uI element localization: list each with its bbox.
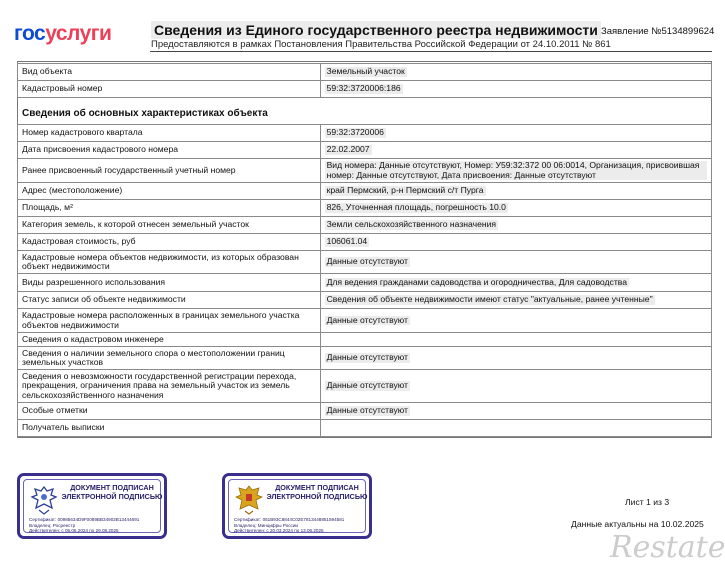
section-heading: Сведения об основных характеристиках объекта: [22, 108, 268, 119]
gold-eagle-emblem-icon: [234, 484, 264, 516]
table-row: [18, 333, 712, 347]
row-value: Земли сельскохозяйственного назначения: [320, 217, 711, 234]
row-value: 59:32:3720006: [320, 125, 711, 142]
row-value: Сведения об объекте недвижимости имеют статус "актуальные, ранее учтенные": [320, 292, 711, 309]
row-label: Особые отметки: [18, 403, 321, 420]
watermark: Restate: [610, 530, 725, 563]
row-label: Категория земель, к которой отнесен земельный участок: [18, 217, 321, 234]
table-row: [18, 274, 712, 292]
row-label: Сведения о невозможности государственной регистрации перехода, прекращения, ограничения права на земельный участок из земель сельскохозяйственного назначения: [18, 370, 321, 403]
statement-number: Заявление №5134899624: [601, 26, 715, 37]
table-row: [18, 251, 712, 274]
table-row: [18, 370, 712, 403]
row-label: Получатель выписки: [18, 420, 321, 437]
row-label: Вид объекта: [18, 64, 321, 81]
stamp-title: ДОКУМЕНТ ПОДПИСАН ЭЛЕКТРОННОЙ ПОДПИСЬЮ: [61, 483, 163, 501]
row-label: Виды разрешенного использования: [18, 274, 321, 292]
table-row: [18, 403, 712, 420]
table-row: [18, 64, 712, 81]
table-row: [18, 81, 712, 98]
row-value: край Пермский, р-н Пермский с/т Пурга: [320, 183, 711, 200]
characteristics-table: [17, 124, 712, 437]
row-label: Кадастровые номера расположенных в границах земельного участка объектов недвижимости: [18, 309, 321, 333]
table-row: [18, 234, 712, 251]
document-subtitle: Предоставляются в рамках Постановления Правительства Российской Федерации от 24.10.2011 № 861: [151, 39, 611, 50]
row-value: Вид номера: Данные отсутствуют, Номер: У59:32:372 00 06:0014, Организация, присвоившая номер: Данные отсутствуют, Дата присвоения: Данные отсутствуют: [320, 159, 711, 183]
row-label: Кадастровая стоимость, руб: [18, 234, 321, 251]
row-value: 826, Уточненная площадь, погрешность 10.0: [320, 200, 711, 217]
gosuslugi-logo: госуслуги: [14, 22, 112, 45]
row-label: Статус записи об объекте недвижимости: [18, 292, 321, 309]
table-row: [18, 159, 712, 183]
row-label: Кадастровый номер: [18, 81, 321, 98]
row-value: 22.02.2007: [320, 142, 711, 159]
rosreestr-eagle-icon: [29, 484, 59, 516]
stamp-details: Сертификат: 00985634D9F0089BB34902B13444691 Владелец: Росреестр Действителен: с 05.06.2024 по 29.08.2025: [29, 517, 140, 534]
header-divider: [150, 51, 712, 52]
row-label: Дата присвоения кадастрового номера: [18, 142, 321, 159]
relevance-date: Данные актуальны на 10.02.2025: [571, 519, 704, 529]
table-row: [18, 217, 712, 234]
table-row: [18, 200, 712, 217]
row-label: Номер кадастрового квартала: [18, 125, 321, 142]
row-label: Площадь, м²: [18, 200, 321, 217]
document-title: Сведения из Единого государственного реестра недвижимости: [151, 21, 601, 39]
row-value: Земельный участок: [320, 64, 711, 81]
object-info-table: [17, 63, 712, 98]
row-value: Данные отсутствуют: [320, 347, 711, 370]
table-row: [18, 183, 712, 200]
row-value: [320, 333, 711, 347]
row-value: Данные отсутствуют: [320, 403, 711, 420]
stamp-title: ДОКУМЕНТ ПОДПИСАН ЭЛЕКТРОННОЙ ПОДПИСЬЮ: [266, 483, 368, 501]
row-label: Адрес (местоположение): [18, 183, 321, 200]
table-row: [18, 347, 712, 370]
row-value: Данные отсутствуют: [320, 309, 711, 333]
e-signature-stamp-rosreestr: [17, 473, 167, 539]
table-row: [18, 309, 712, 333]
row-label: Сведения о кадастровом инженере: [18, 333, 321, 347]
page-number: Лист 1 из 3: [625, 497, 670, 507]
row-label: Кадастровые номера объектов недвижимости, из которых образован объект недвижимости: [18, 251, 321, 274]
table-row: [18, 142, 712, 159]
table-row: [18, 125, 712, 142]
stamp-details: Сертификат: 051B93C8844C02E7813448851594581 Владелец: Минцифры России Действителен: с 20.03.2024 по 13.06.2025: [234, 517, 345, 534]
row-value: 59:32:3720006:186: [320, 81, 711, 98]
table-row: [18, 420, 712, 437]
row-label: Ранее присвоенный государственный учетный номер: [18, 159, 321, 183]
e-signature-stamp-mincifry: [222, 473, 372, 539]
row-value: 106061.04: [320, 234, 711, 251]
row-label: Сведения о наличии земельного спора о местоположении границ земельных участков: [18, 347, 321, 370]
row-value: Данные отсутствуют: [320, 251, 711, 274]
row-value: Данные отсутствуют: [320, 370, 711, 403]
row-value: Для ведения гражданами садоводства и огородничества, Для садоводства: [320, 274, 711, 292]
table-row: [18, 292, 712, 309]
row-value: [320, 420, 711, 437]
